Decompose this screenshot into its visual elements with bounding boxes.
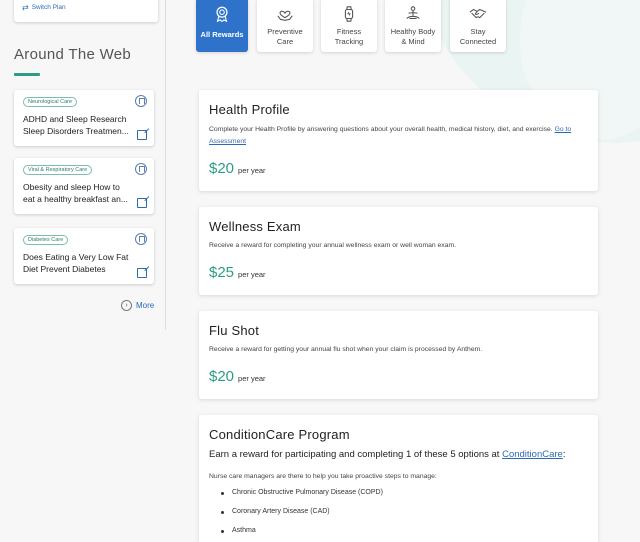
condition-list <box>221 489 383 542</box>
more-articles-link[interactable]: › More <box>121 300 154 311</box>
tab-label: All Rewards <box>200 30 244 39</box>
article-tag: Neurological Care <box>23 97 77 107</box>
reward-title: ConditionCare Program <box>209 427 350 442</box>
award-ribbon-icon <box>213 5 231 23</box>
go-to-assessment-link[interactable]: Go to Assessment <box>209 126 572 145</box>
heading-underline <box>14 73 40 76</box>
reward-title: Wellness Exam <box>209 219 301 234</box>
handshake-icon <box>469 5 487 23</box>
reward-description: Receive a reward for getting your annual flu shot when your claim is processed by Anthem. <box>209 346 483 353</box>
switch-plan-link[interactable]: ⇄ Switch Plan <box>22 3 66 12</box>
external-link-icon[interactable] <box>137 198 147 208</box>
reward-card-wellness-exam <box>199 207 598 295</box>
meditation-icon <box>404 5 422 23</box>
article-title[interactable]: Obesity and sleep How to eat a healthy breakfast an... <box>23 182 128 204</box>
reward-title: Flu Shot <box>209 323 260 338</box>
reward-description: Complete your Health Profile by answering questions about your overall health, medical history, diet, and exercise. Go to Assessment <box>209 126 572 145</box>
plan-card <box>14 0 158 22</box>
swap-arrows-icon: ⇄ <box>22 3 29 12</box>
bookmark-icon[interactable] <box>135 163 147 175</box>
tab-label: Fitness Tracking <box>334 27 364 46</box>
reward-amount: $25 per year <box>209 264 266 281</box>
article-card[interactable] <box>14 158 154 214</box>
conditioncare-link[interactable]: ConditionCare <box>502 449 563 460</box>
list-item: Coronary Artery Disease (CAD) <box>221 508 383 527</box>
smartwatch-icon <box>340 5 358 23</box>
bookmark-icon[interactable] <box>135 95 147 107</box>
reward-card-health-profile <box>199 90 598 191</box>
article-tag: Viral & Respiratory Care <box>23 165 92 175</box>
article-title[interactable]: Does Eating a Very Low Fat Diet Prevent Diabetes <box>23 252 129 274</box>
heart-hands-icon <box>276 5 294 23</box>
tab-label: Healthy Body & Mind <box>390 27 436 46</box>
tab-label: Stay Connected <box>459 27 497 46</box>
article-card[interactable] <box>14 90 154 146</box>
list-item: Chronic Obstructive Pulmonary Disease (COPD) <box>221 489 383 508</box>
article-card[interactable] <box>14 228 154 284</box>
conditioncare-intro: Earn a reward for participating and completing 1 of these 5 options at ConditionCare: <box>209 449 566 460</box>
sidebar-divider <box>165 0 166 330</box>
article-tag: Diabetes Care <box>23 235 68 245</box>
arrow-right-circle-icon: › <box>121 300 132 311</box>
conditioncare-subtext: Nurse care managers are there to help you take proactive steps to manage: <box>209 473 437 480</box>
bookmark-icon[interactable] <box>135 233 147 245</box>
reward-title: Health Profile <box>209 102 290 117</box>
reward-amount: $20 per year <box>209 160 266 177</box>
reward-card-conditioncare <box>199 415 598 542</box>
tab-stay-connected[interactable] <box>450 0 506 52</box>
article-title[interactable]: ADHD and Sleep Research Sleep Disorders Treatmen... <box>23 114 129 136</box>
tab-label: Preventive Care <box>267 27 303 46</box>
reward-card-flu-shot <box>199 311 598 399</box>
tab-preventive-care[interactable] <box>257 0 313 52</box>
external-link-icon[interactable] <box>137 268 147 278</box>
tab-fitness-tracking[interactable] <box>321 0 377 52</box>
tab-all-rewards[interactable] <box>196 0 248 52</box>
around-the-web-heading: Around The Web <box>14 46 132 63</box>
tab-healthy-body-mind[interactable] <box>385 0 441 52</box>
reward-description: Receive a reward for completing your annual wellness exam or well woman exam. <box>209 242 457 249</box>
external-link-icon[interactable] <box>137 130 147 140</box>
list-item: Asthma <box>221 527 383 542</box>
reward-amount: $20 per year <box>209 368 266 385</box>
